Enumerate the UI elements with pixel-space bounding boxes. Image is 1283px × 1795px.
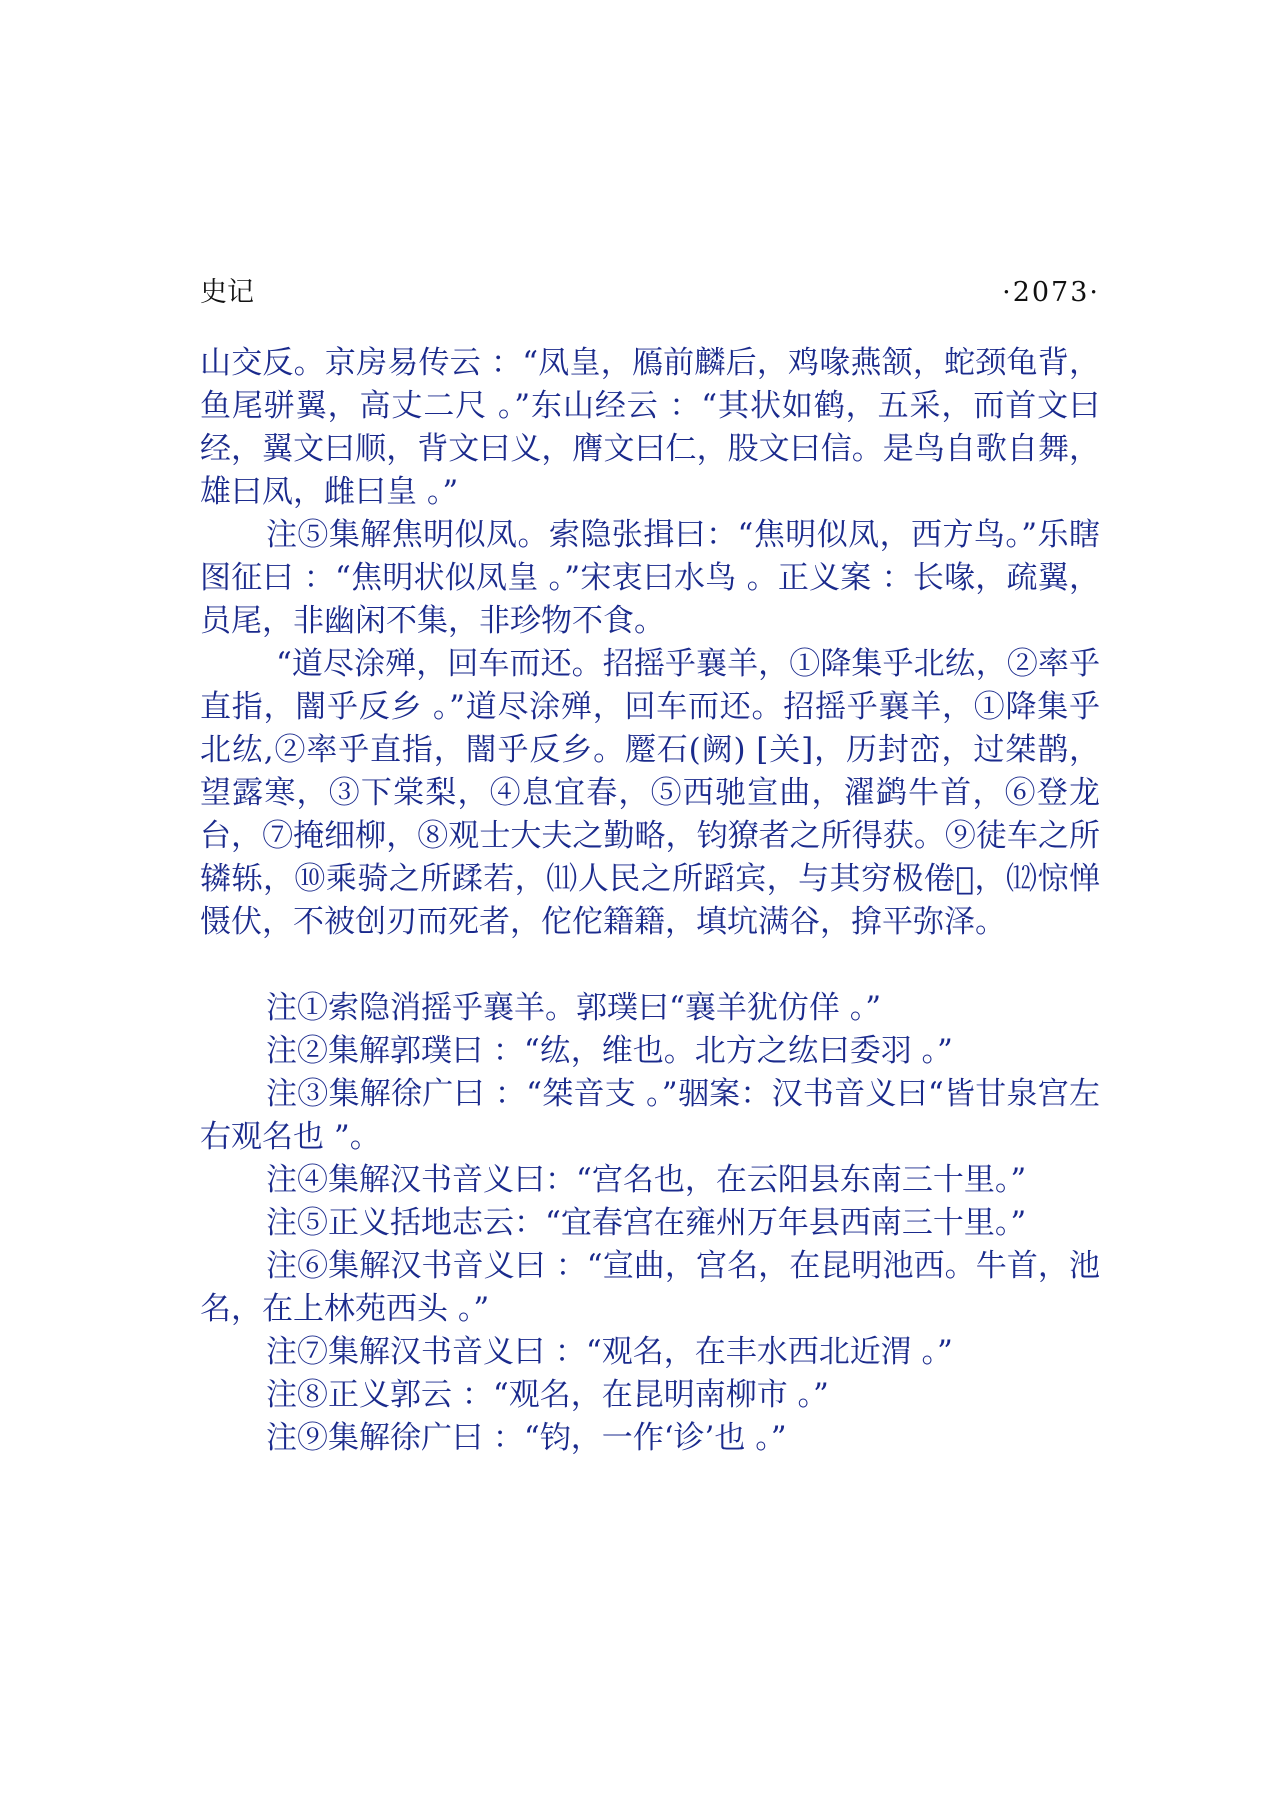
note-item: 注③集解徐广曰 ：“桀音支 。”骃案：汉书音义曰“皆甘泉宫左右观名也 ”。 <box>200 1076 1100 1155</box>
document-page <box>200 270 1100 1460</box>
note-item: 注④集解汉书音义曰：“宫名也，在云阳县东南三十里。” <box>266 1162 1027 1198</box>
paragraph-spacer <box>200 944 1100 987</box>
book-title: 史记 <box>200 277 254 308</box>
note-item: 注①索隐消摇乎襄羊。郭璞曰“襄羊犹仿佯 。” <box>266 990 882 1026</box>
note-item: 注⑤正义括地志云：“宜春宫在雍州万年县西南三十里。” <box>266 1205 1027 1241</box>
page-header <box>200 270 1100 314</box>
main-text-paragraph: “道尽涂殚，回车而还。招摇乎襄羊，①降集乎北纮，②率乎直指，闇乎反乡 。”道尽涂殚，回车而还。招摇乎襄羊，①降集乎北纮,②率乎直指，闇乎反乡。蹷石(阙) [关]，历封峦，过桀鹊，望露寒，③下棠梨，④息宜春，⑤西驰宣曲，濯鹢牛首，⑥登龙台，⑦掩细柳，⑧观士大夫之勤略，钧獠者之所得获。⑨徒车之所辚轹，⑩乘骑之所蹂若，⑾人民之所蹈宾，与其穷极倦𠝕，⑿惊惮慑伏，不被创刃而死者，佗佗籍籍，填坑满谷，揜平弥泽。 <box>200 646 1100 940</box>
note-item: 注⑧正义郭云 ：“观名，在昆明南柳市 。” <box>266 1377 829 1413</box>
note-item: 注⑥集解汉书音义曰 ：“宣曲，宫名，在昆明池西。牛首，池名，在上林苑西头 。” <box>200 1248 1100 1327</box>
page-number: ·2073· <box>1002 277 1100 308</box>
note-paragraph: 注⑤集解焦明似凤。索隐张揖曰：“焦明似凤，西方鸟。”乐瞎图征曰 ：“焦明状似凤皇 。”宋衷曰水鸟 。正义案 ：长喙，疏翼，员尾，非幽闲不集，非珍物不食。 <box>200 517 1100 639</box>
note-item: 注⑨集解徐广曰 ：“钧，一作‘诊’也 。” <box>266 1420 787 1456</box>
page-body <box>200 342 1100 1460</box>
note-item: 注⑦集解汉书音义曰 ：“观名，在丰水西北近渭 。” <box>266 1334 953 1370</box>
note-item: 注②集解郭璞曰 ：“纮，维也。北方之纮曰委羽 。” <box>266 1033 953 1069</box>
paragraph-continuation: 山交反。京房易传云 ：“凤皇，鴈前麟后，鸡喙燕颔，蛇颈龟背，鱼尾骈翼，高丈二尺 。”东山经云 ：“其状如鹤，五采，而首文曰经，翼文曰顺，背文曰义，膺文曰仁，股文曰信。是鸟自歌自舞，雄曰凤，雌曰皇 。” <box>200 345 1100 510</box>
